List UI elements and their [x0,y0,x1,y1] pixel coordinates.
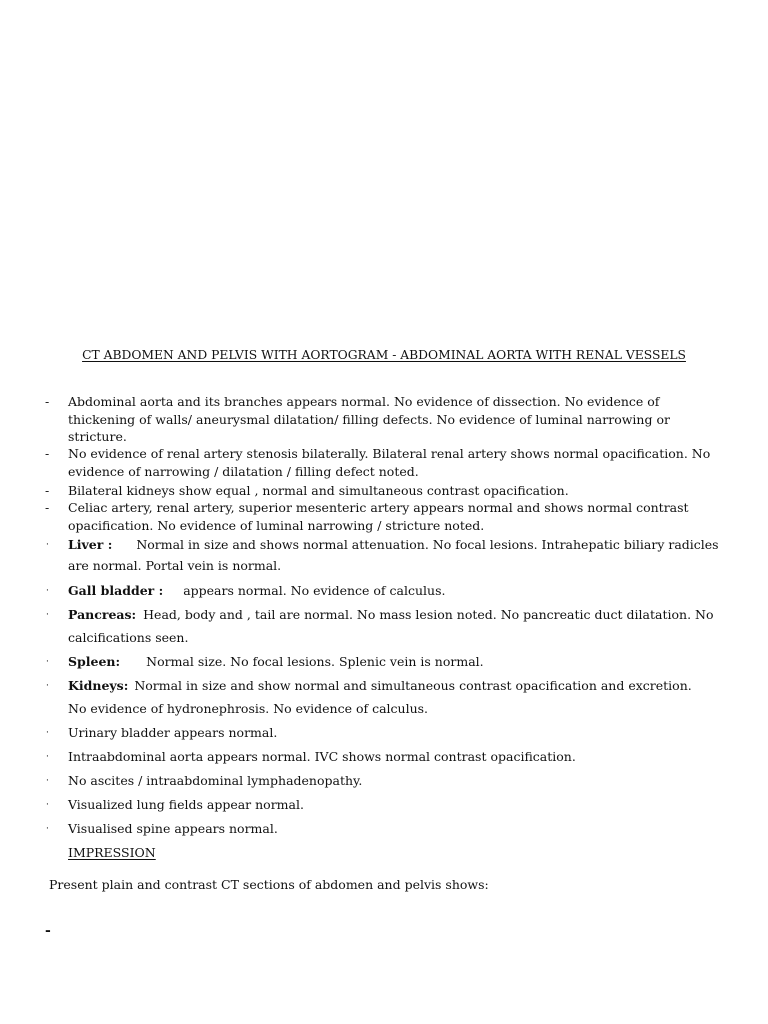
organ-finding [68,677,692,694]
organ-text: Normal in size and show normal and simultaneous contrast opacification and excretion. [134,678,692,693]
finding-line: Abdominal aorta and its branches appears normal. No evidence of dissection. No evidence of [68,394,660,409]
bullet-dot: · [46,681,49,691]
bullet-dot: · [46,800,49,810]
organ-finding-continuation: No evidence of hydronephrosis. No evidence of calculus. [68,701,429,716]
bullet-dot: · [46,728,49,738]
organ-finding: No ascites / intraabdominal lymphadenopathy. [68,773,363,788]
dash-bullet: - [45,500,50,515]
bullet-dot: · [46,776,49,786]
organ-text: Normal size. No focal lesions. Splenic vein is normal. [146,654,484,669]
organ-finding [68,536,719,553]
organ-finding [68,606,713,623]
bullet-dot: · [46,657,49,667]
impression-dash: - [45,923,51,939]
organ-finding: Intraabdominal aorta appears normal. IVC shows normal contrast opacification. [68,749,576,764]
finding-line: opacification. No evidence of luminal narrowing / stricture noted. [68,518,485,533]
organ-text: Normal in size and shows normal attenuation. No focal lesions. Intrahepatic biliary radicles [136,537,719,552]
finding-line: stricture. [68,429,127,444]
finding-line: Celiac artery, renal artery, superior mesenteric artery appears normal and shows normal contrast [68,500,689,515]
organ-text: appears normal. No evidence of calculus. [183,583,446,598]
dash-bullet: - [45,394,50,409]
bullet-dot: · [46,586,49,596]
organ-finding [68,653,484,670]
organ-finding: Visualised spine appears normal. [68,821,278,836]
organ-label: Spleen: [68,654,121,669]
organ-label: Pancreas: [68,607,137,622]
bullet-dot: · [46,824,49,834]
organ-label: Kidneys: [68,678,129,693]
dash-bullet: - [45,483,50,498]
bullet-dot: · [46,752,49,762]
report-title: CT ABDOMEN AND PELVIS WITH AORTOGRAM - ABDOMINAL AORTA WITH RENAL VESSELS [82,348,686,362]
finding-line: No evidence of renal artery stenosis bilaterally. Bilateral renal artery shows normal opacification. No [68,446,711,461]
organ-text: Head, body and , tail are normal. No mass lesion noted. No pancreatic duct dilatation. No [143,607,714,622]
bullet-dot: · [46,610,49,620]
finding-line: Bilateral kidneys show equal , normal and simultaneous contrast opacification. [68,483,569,498]
organ-finding [68,582,445,599]
dash-bullet: - [45,446,50,461]
finding-line: evidence of narrowing / dilatation / filling defect noted. [68,464,419,479]
organ-label: Liver : [68,537,113,552]
finding-line: thickening of walls/ aneurysmal dilatation/ filling defects. No evidence of luminal narrowing or [68,412,670,427]
organ-finding-continuation: are normal. Portal vein is normal. [68,558,282,573]
impression-heading: IMPRESSION [68,845,156,860]
impression-intro: Present plain and contrast CT sections of abdomen and pelvis shows: [49,877,489,892]
organ-finding: Urinary bladder appears normal. [68,725,278,740]
organ-label: Gall bladder : [68,583,164,598]
organ-finding: Visualized lung fields appear normal. [68,797,304,812]
organ-finding-continuation: calcifications seen. [68,630,189,645]
bullet-dot: · [46,540,49,550]
